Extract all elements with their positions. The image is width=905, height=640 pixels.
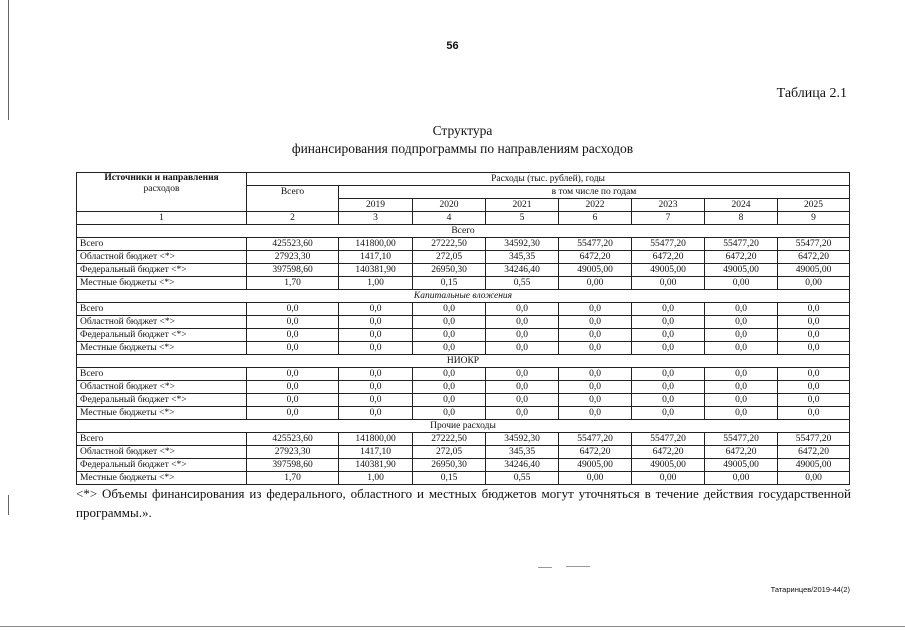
row-value: 26950,30 bbox=[413, 459, 486, 472]
row-label: Областной бюджет <*> bbox=[77, 251, 247, 264]
row-value: 0,0 bbox=[705, 342, 778, 355]
row-value: 34246,40 bbox=[486, 264, 559, 277]
section-row bbox=[77, 290, 850, 303]
row-value: 0,0 bbox=[778, 407, 850, 420]
row-label: Всего bbox=[77, 433, 247, 446]
scan-mark bbox=[538, 567, 552, 568]
row-value: 0,0 bbox=[705, 394, 778, 407]
table-header bbox=[77, 173, 850, 225]
row-value: 0,0 bbox=[778, 342, 850, 355]
row-label: Областной бюджет <*> bbox=[77, 316, 247, 329]
row-value: 6472,20 bbox=[559, 446, 632, 459]
row-value: 6472,20 bbox=[778, 446, 850, 459]
row-label: Федеральный бюджет <*> bbox=[77, 459, 247, 472]
row-value: 0,0 bbox=[339, 316, 413, 329]
row-value: 0,00 bbox=[705, 472, 778, 485]
row-value: 34246,40 bbox=[486, 459, 559, 472]
section-title: Капитальные вложения bbox=[77, 290, 850, 303]
financing-table bbox=[76, 172, 850, 485]
row-value: 425523,60 bbox=[247, 238, 339, 251]
row-value: 141800,00 bbox=[339, 238, 413, 251]
row-value: 140381,90 bbox=[339, 264, 413, 277]
section-title: НИОКР bbox=[77, 355, 850, 368]
header-sources-bold: Источники и направления bbox=[104, 173, 219, 183]
row-value: 55477,20 bbox=[559, 433, 632, 446]
header-sources bbox=[77, 173, 247, 212]
row-value: 0,00 bbox=[778, 277, 850, 290]
row-value: 0,0 bbox=[247, 407, 339, 420]
row-value: 0,0 bbox=[247, 303, 339, 316]
row-value: 425523,60 bbox=[247, 433, 339, 446]
row-label: Федеральный бюджет <*> bbox=[77, 329, 247, 342]
row-value: 0,0 bbox=[632, 329, 705, 342]
table-row bbox=[77, 394, 850, 407]
row-value: 6472,20 bbox=[705, 446, 778, 459]
column-number: 2 bbox=[247, 212, 339, 225]
section-title: Прочие расходы bbox=[77, 420, 850, 433]
table-row bbox=[77, 329, 850, 342]
table-title-line1: Структура bbox=[432, 123, 493, 138]
header-total: Всего bbox=[247, 186, 339, 212]
row-value: 49005,00 bbox=[705, 459, 778, 472]
row-value: 1,00 bbox=[339, 277, 413, 290]
row-value: 0,15 bbox=[413, 472, 486, 485]
row-value: 55477,20 bbox=[632, 433, 705, 446]
column-number: 7 bbox=[632, 212, 705, 225]
row-value: 0,0 bbox=[705, 381, 778, 394]
row-value: 6472,20 bbox=[705, 251, 778, 264]
row-value: 55477,20 bbox=[778, 433, 850, 446]
row-value: 0,0 bbox=[339, 381, 413, 394]
row-label: Областной бюджет <*> bbox=[77, 381, 247, 394]
row-value: 0,0 bbox=[559, 329, 632, 342]
financing-table-wrapper bbox=[76, 172, 849, 485]
section-title: Всего bbox=[77, 225, 850, 238]
section-row bbox=[77, 420, 850, 433]
row-value: 0,15 bbox=[413, 277, 486, 290]
row-value: 397598,60 bbox=[247, 264, 339, 277]
row-value: 0,0 bbox=[247, 381, 339, 394]
row-value: 0,0 bbox=[778, 368, 850, 381]
row-value: 0,0 bbox=[486, 394, 559, 407]
row-value: 0,0 bbox=[778, 329, 850, 342]
row-value: 55477,20 bbox=[705, 238, 778, 251]
row-value: 0,0 bbox=[559, 342, 632, 355]
row-label: Местные бюджеты <*> bbox=[77, 472, 247, 485]
column-number: 3 bbox=[339, 212, 413, 225]
row-label: Всего bbox=[77, 303, 247, 316]
left-margin-rule bbox=[8, 495, 9, 515]
table-row bbox=[77, 368, 850, 381]
row-value: 0,0 bbox=[632, 407, 705, 420]
table-row bbox=[77, 264, 850, 277]
row-value: 397598,60 bbox=[247, 459, 339, 472]
column-number: 9 bbox=[778, 212, 850, 225]
row-value: 272,05 bbox=[413, 251, 486, 264]
header-year: 2023 bbox=[632, 199, 705, 212]
column-number: 4 bbox=[413, 212, 486, 225]
row-label: Местные бюджеты <*> bbox=[77, 277, 247, 290]
scan-mark bbox=[566, 566, 590, 567]
row-value: 0,00 bbox=[778, 472, 850, 485]
row-value: 0,0 bbox=[486, 303, 559, 316]
row-value: 0,0 bbox=[705, 407, 778, 420]
row-value: 0,0 bbox=[705, 329, 778, 342]
row-value: 345,35 bbox=[486, 446, 559, 459]
row-value: 0,55 bbox=[486, 277, 559, 290]
row-label: Местные бюджеты <*> bbox=[77, 342, 247, 355]
table-row bbox=[77, 277, 850, 290]
row-value: 0,0 bbox=[778, 316, 850, 329]
header-column-numbers-row bbox=[77, 212, 850, 225]
row-value: 1,70 bbox=[247, 277, 339, 290]
row-value: 1,70 bbox=[247, 472, 339, 485]
row-value: 27923,30 bbox=[247, 251, 339, 264]
row-value: 0,0 bbox=[778, 381, 850, 394]
row-value: 0,00 bbox=[559, 277, 632, 290]
row-value: 6472,20 bbox=[778, 251, 850, 264]
row-value: 1,00 bbox=[339, 472, 413, 485]
header-by-year: в том числе по годам bbox=[339, 186, 850, 199]
row-value: 0,0 bbox=[705, 303, 778, 316]
row-value: 0,0 bbox=[632, 316, 705, 329]
row-value: 0,0 bbox=[705, 368, 778, 381]
row-value: 0,0 bbox=[413, 329, 486, 342]
row-value: 0,00 bbox=[559, 472, 632, 485]
row-value: 0,0 bbox=[413, 303, 486, 316]
table-row bbox=[77, 342, 850, 355]
row-label: Федеральный бюджет <*> bbox=[77, 264, 247, 277]
table-label: Таблица 2.1 bbox=[776, 86, 847, 101]
table-row bbox=[77, 472, 850, 485]
table-title-line2: финансирования подпрограммы по направлениям расходов bbox=[291, 141, 634, 156]
row-value: 6472,20 bbox=[559, 251, 632, 264]
row-value: 0,0 bbox=[486, 381, 559, 394]
row-value: 0,0 bbox=[632, 381, 705, 394]
row-value: 0,0 bbox=[413, 368, 486, 381]
column-number: 6 bbox=[559, 212, 632, 225]
row-label: Областной бюджет <*> bbox=[77, 446, 247, 459]
row-value: 0,0 bbox=[247, 329, 339, 342]
row-value: 0,0 bbox=[247, 342, 339, 355]
row-value: 1417,10 bbox=[339, 251, 413, 264]
row-label: Всего bbox=[77, 368, 247, 381]
table-row bbox=[77, 251, 850, 264]
row-value: 140381,90 bbox=[339, 459, 413, 472]
row-value: 0,0 bbox=[559, 368, 632, 381]
row-value: 0,0 bbox=[413, 407, 486, 420]
row-value: 34592,30 bbox=[486, 238, 559, 251]
row-value: 0,0 bbox=[413, 342, 486, 355]
row-value: 0,00 bbox=[705, 277, 778, 290]
page-number: 56 bbox=[446, 40, 459, 52]
document-stamp: Татаринцев/2019-44(2) bbox=[770, 585, 850, 594]
row-value: 0,0 bbox=[486, 342, 559, 355]
row-value: 55477,20 bbox=[632, 238, 705, 251]
row-value: 0,0 bbox=[705, 316, 778, 329]
row-value: 0,0 bbox=[559, 303, 632, 316]
row-value: 0,0 bbox=[339, 368, 413, 381]
table-row bbox=[77, 446, 850, 459]
section-row bbox=[77, 225, 850, 238]
row-value: 0,0 bbox=[413, 394, 486, 407]
row-value: 0,0 bbox=[486, 407, 559, 420]
row-value: 49005,00 bbox=[632, 264, 705, 277]
header-year: 2020 bbox=[413, 199, 486, 212]
row-value: 141800,00 bbox=[339, 433, 413, 446]
row-value: 0,0 bbox=[778, 394, 850, 407]
row-value: 0,0 bbox=[339, 407, 413, 420]
row-value: 272,05 bbox=[413, 446, 486, 459]
row-value: 345,35 bbox=[486, 251, 559, 264]
row-value: 0,0 bbox=[247, 316, 339, 329]
header-year: 2019 bbox=[339, 199, 413, 212]
row-value: 27923,30 bbox=[247, 446, 339, 459]
row-value: 0,0 bbox=[413, 381, 486, 394]
footnote: <*> Объемы финансирования из федерального, областного и местных бюджетов могут уточняться в течение действия государственной программы.». bbox=[76, 486, 851, 520]
row-value: 49005,00 bbox=[559, 459, 632, 472]
row-value: 49005,00 bbox=[778, 459, 850, 472]
header-year: 2022 bbox=[559, 199, 632, 212]
table-body bbox=[77, 225, 850, 485]
header-sources-rest: расходов bbox=[143, 184, 180, 194]
table-row bbox=[77, 381, 850, 394]
row-value: 6472,20 bbox=[632, 446, 705, 459]
row-value: 0,55 bbox=[486, 472, 559, 485]
row-value: 0,0 bbox=[778, 303, 850, 316]
row-value: 6472,20 bbox=[632, 251, 705, 264]
row-value: 0,0 bbox=[486, 316, 559, 329]
row-value: 0,00 bbox=[632, 472, 705, 485]
row-value: 0,0 bbox=[339, 303, 413, 316]
row-value: 27222,50 bbox=[413, 238, 486, 251]
row-value: 27222,50 bbox=[413, 433, 486, 446]
table-row bbox=[77, 303, 850, 316]
row-value: 0,0 bbox=[247, 394, 339, 407]
row-value: 49005,00 bbox=[632, 459, 705, 472]
header-year: 2024 bbox=[705, 199, 778, 212]
table-title bbox=[0, 122, 905, 158]
row-value: 0,00 bbox=[632, 277, 705, 290]
table-row bbox=[77, 407, 850, 420]
row-value: 0,0 bbox=[247, 368, 339, 381]
row-value: 55477,20 bbox=[778, 238, 850, 251]
column-number: 1 bbox=[77, 212, 247, 225]
row-value: 0,0 bbox=[413, 316, 486, 329]
row-value: 55477,20 bbox=[559, 238, 632, 251]
header-year: 2025 bbox=[778, 199, 850, 212]
row-value: 49005,00 bbox=[559, 264, 632, 277]
row-value: 0,0 bbox=[632, 303, 705, 316]
left-margin-rule bbox=[8, 0, 9, 120]
row-value: 0,0 bbox=[486, 329, 559, 342]
row-value: 0,0 bbox=[632, 394, 705, 407]
row-label: Всего bbox=[77, 238, 247, 251]
row-value: 49005,00 bbox=[778, 264, 850, 277]
row-value: 0,0 bbox=[339, 329, 413, 342]
bottom-rule bbox=[0, 626, 905, 627]
row-value: 0,0 bbox=[559, 407, 632, 420]
row-value: 1417,10 bbox=[339, 446, 413, 459]
header-year: 2021 bbox=[486, 199, 559, 212]
row-value: 0,0 bbox=[559, 316, 632, 329]
row-value: 26950,30 bbox=[413, 264, 486, 277]
row-value: 0,0 bbox=[339, 342, 413, 355]
table-row bbox=[77, 238, 850, 251]
column-number: 5 bbox=[486, 212, 559, 225]
row-value: 0,0 bbox=[486, 368, 559, 381]
row-value: 0,0 bbox=[632, 368, 705, 381]
table-row bbox=[77, 316, 850, 329]
row-value: 0,0 bbox=[559, 381, 632, 394]
row-value: 34592,30 bbox=[486, 433, 559, 446]
row-value: 55477,20 bbox=[705, 433, 778, 446]
header-expenses: Расходы (тыс. рублей), годы bbox=[247, 173, 850, 186]
row-label: Местные бюджеты <*> bbox=[77, 407, 247, 420]
column-number: 8 bbox=[705, 212, 778, 225]
row-value: 0,0 bbox=[632, 342, 705, 355]
section-row bbox=[77, 355, 850, 368]
row-label: Федеральный бюджет <*> bbox=[77, 394, 247, 407]
row-value: 0,0 bbox=[339, 394, 413, 407]
row-value: 0,0 bbox=[559, 394, 632, 407]
table-row bbox=[77, 459, 850, 472]
table-row bbox=[77, 433, 850, 446]
row-value: 49005,00 bbox=[705, 264, 778, 277]
